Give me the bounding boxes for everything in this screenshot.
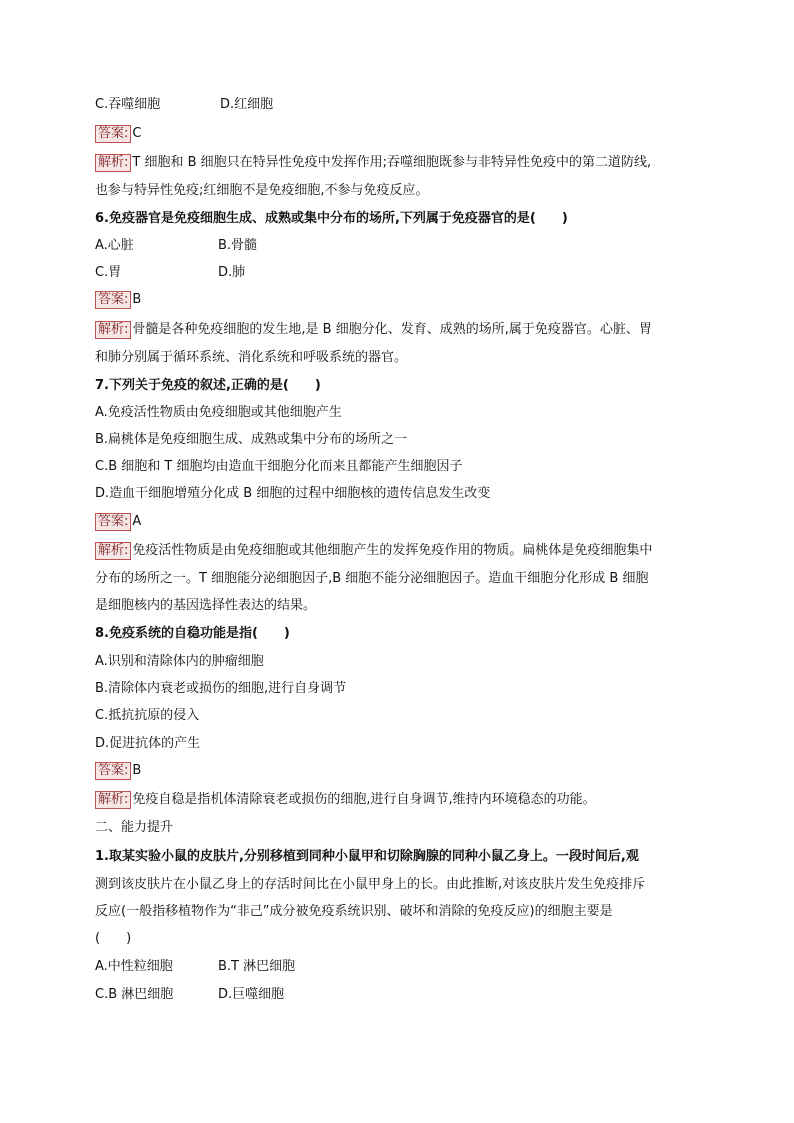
explanation-label: 解析: (95, 791, 131, 809)
q8-option-c: C.抵抗抗原的侵入 (95, 708, 200, 723)
explanation-label: 解析: (95, 154, 131, 172)
section-title: 二、能力提升 (95, 820, 174, 835)
q7-option-a: A.免疫活性物质由免疫细胞或其他细胞产生 (95, 405, 342, 420)
p1-options-cd (95, 986, 285, 1004)
q7-explanation-line3: 是细胞核内的基因选择性表达的结果。 (95, 598, 317, 613)
q8-option-d: D.促进抗体的产生 (95, 736, 201, 751)
q6-stem: 6.免疫器官是免疫细胞生成、成熟或集中分布的场所,下列属于免疫器官的是( ) (95, 211, 568, 226)
answer-value: B (132, 763, 142, 778)
q8-stem: 8.免疫系统的自稳功能是指( ) (95, 626, 290, 641)
q7-option-d: D.造血干细胞增殖分化成 B 细胞的过程中细胞核的遗传信息发生改变 (95, 486, 491, 501)
p1-option-b: B.T 淋巴细胞 (218, 959, 296, 974)
q5-explanation-line1: 解析: T 细胞和 B 细胞只在特异性免疫中发挥作用;吞噬细胞既参与非特异性免疫中的第二道防线, (95, 154, 651, 172)
q6-explanation-line1: 解析: 骨髓是各种免疫细胞的发生地,是 B 细胞分化、发育、成熟的场所,属于免疫器官。心脏、胃 (95, 321, 652, 339)
q5-answer (95, 125, 141, 143)
q6-options-ab (95, 237, 258, 255)
q6-option-a: A.心脏 (95, 238, 134, 253)
p1-option-a: A.中性粒细胞 (95, 959, 173, 974)
q7-explanation-line2: 分布的场所之一。T 细胞能分泌细胞因子,B 细胞不能分泌细胞因子。造血干细胞分化形成 B 细胞 (95, 571, 649, 586)
q5-options-cd (95, 96, 274, 114)
q5-option-c: C.吞噬细胞 (95, 97, 161, 112)
p1-option-d: D.巨噬细胞 (218, 987, 285, 1002)
answer-label: 答案: (95, 762, 131, 780)
p1-stem-line4: ( ) (95, 931, 132, 946)
p1-stem-line1: 1.取某实验小鼠的皮肤片,分别移植到同种小鼠甲和切除胸腺的同种小鼠乙身上。一段时间后,观 (95, 849, 639, 864)
p1-stem-line2: 测到该皮肤片在小鼠乙身上的存活时间比在小鼠甲身上的长。由此推断,对该皮肤片发生免疫排斥 (95, 877, 646, 892)
q7-option-c: C.B 细胞和 T 细胞均由造血干细胞分化而来且都能产生细胞因子 (95, 459, 463, 474)
q7-stem: 7.下列关于免疫的叙述,正确的是( ) (95, 378, 321, 393)
q8-option-a: A.识别和清除体内的肿瘤细胞 (95, 654, 264, 669)
q8-explanation-line1: 解析: 免疫自稳是指机体清除衰老或损伤的细胞,进行自身调节,维持内环境稳态的功能。 (95, 791, 596, 809)
answer-value: A (132, 514, 142, 529)
q6-option-d: D.肺 (218, 265, 246, 280)
q5-explanation-line2: 也参与特异性免疫;红细胞不是免疫细胞,不参与免疫反应。 (95, 183, 429, 198)
p1-options-ab (95, 958, 296, 976)
q6-answer (95, 291, 141, 309)
q7-answer (95, 513, 141, 531)
p1-option-c: C.B 淋巴细胞 (95, 987, 174, 1002)
answer-label: 答案: (95, 513, 131, 531)
q6-option-c: C.胃 (95, 265, 122, 280)
q7-explanation-line1: 解析: 免疫活性物质是由免疫细胞或其他细胞产生的发挥免疫作用的物质。扁桃体是免疫细胞集中 (95, 542, 652, 560)
explanation-label: 解析: (95, 321, 131, 339)
q6-options-cd (95, 264, 246, 282)
q5-option-d: D.红细胞 (220, 97, 274, 112)
q8-option-b: B.清除体内衰老或损伤的细胞,进行自身调节 (95, 681, 347, 696)
answer-value: B (132, 292, 142, 307)
q6-option-b: B.骨髓 (218, 238, 258, 253)
q8-answer (95, 762, 141, 780)
answer-label: 答案: (95, 125, 131, 143)
q7-option-b: B.扁桃体是免疫细胞生成、成熟或集中分布的场所之一 (95, 432, 408, 447)
q6-explanation-line2: 和肺分别属于循环系统、消化系统和呼吸系统的器官。 (95, 350, 408, 365)
explanation-label: 解析: (95, 542, 131, 560)
p1-stem-line3: 反应(一般指移植物作为“非己”成分被免疫系统识别、破坏和消除的免疫反应)的细胞主要是 (95, 904, 613, 919)
answer-value: C (132, 126, 142, 141)
answer-label: 答案: (95, 291, 131, 309)
